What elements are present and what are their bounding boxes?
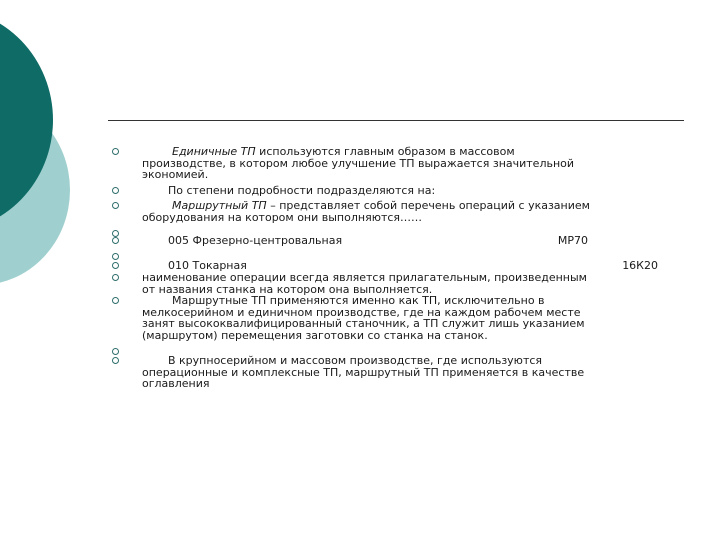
- operation-name: 005 Фрезерно-центровальная: [168, 234, 343, 248]
- bullet-icon: [112, 202, 119, 209]
- decorative-circles: [0, 0, 80, 300]
- paragraph-single-unit-tp: Единичные ТП используются главным образом в массовом производстве, в котором любое улучшение ТП выражается значительной экономией.: [112, 146, 680, 181]
- machine-model: 16К20: [622, 259, 658, 273]
- operation-005: [112, 235, 680, 247]
- bullet-icon: [112, 148, 119, 155]
- machine-model: МР70: [557, 234, 588, 248]
- bullet-icon: [112, 262, 119, 269]
- term-single-tp: Единичные ТП: [172, 145, 256, 158]
- bullet-icon: [112, 237, 119, 244]
- paragraph-mass-production: В крупносерийном и массовом производстве, где используются операционные и комплексные ТП, маршрутный ТП применяется в качестве оглавления: [112, 355, 680, 390]
- bullet-icon: [112, 274, 119, 281]
- paragraph-operation-naming: наименование операции всегда является прилагательным, произведенным от названия станка на котором она выполняется.: [112, 272, 680, 295]
- bullet-icon: [112, 357, 119, 364]
- bullet-icon: [112, 348, 119, 355]
- bullet-icon: [112, 253, 119, 260]
- header-rule: [108, 120, 684, 121]
- bullet-icon: [112, 187, 119, 194]
- slide-body: [112, 146, 680, 390]
- term-route-tp: Маршрутный ТП: [172, 199, 267, 213]
- operation-name: 010 Токарная: [168, 259, 247, 273]
- bullet-icon: [112, 297, 119, 304]
- paragraph-route-tp: Маршрутный ТП – представляет собой перечень операций с указанием оборудования на котором они выполняются……: [112, 200, 680, 223]
- paragraph-detail-levels: По степени подробности подразделяются на:: [112, 185, 680, 197]
- paragraph-route-usage: Маршрутные ТП применяются именно как ТП, исключительно в мелкосерийном и единичном производстве, где на каждом рабочем месте занят высококвалифицированный станочник, а ТП служит лишь указанием (маршрутом) перемещения заготовки со станка на станок.: [112, 295, 680, 341]
